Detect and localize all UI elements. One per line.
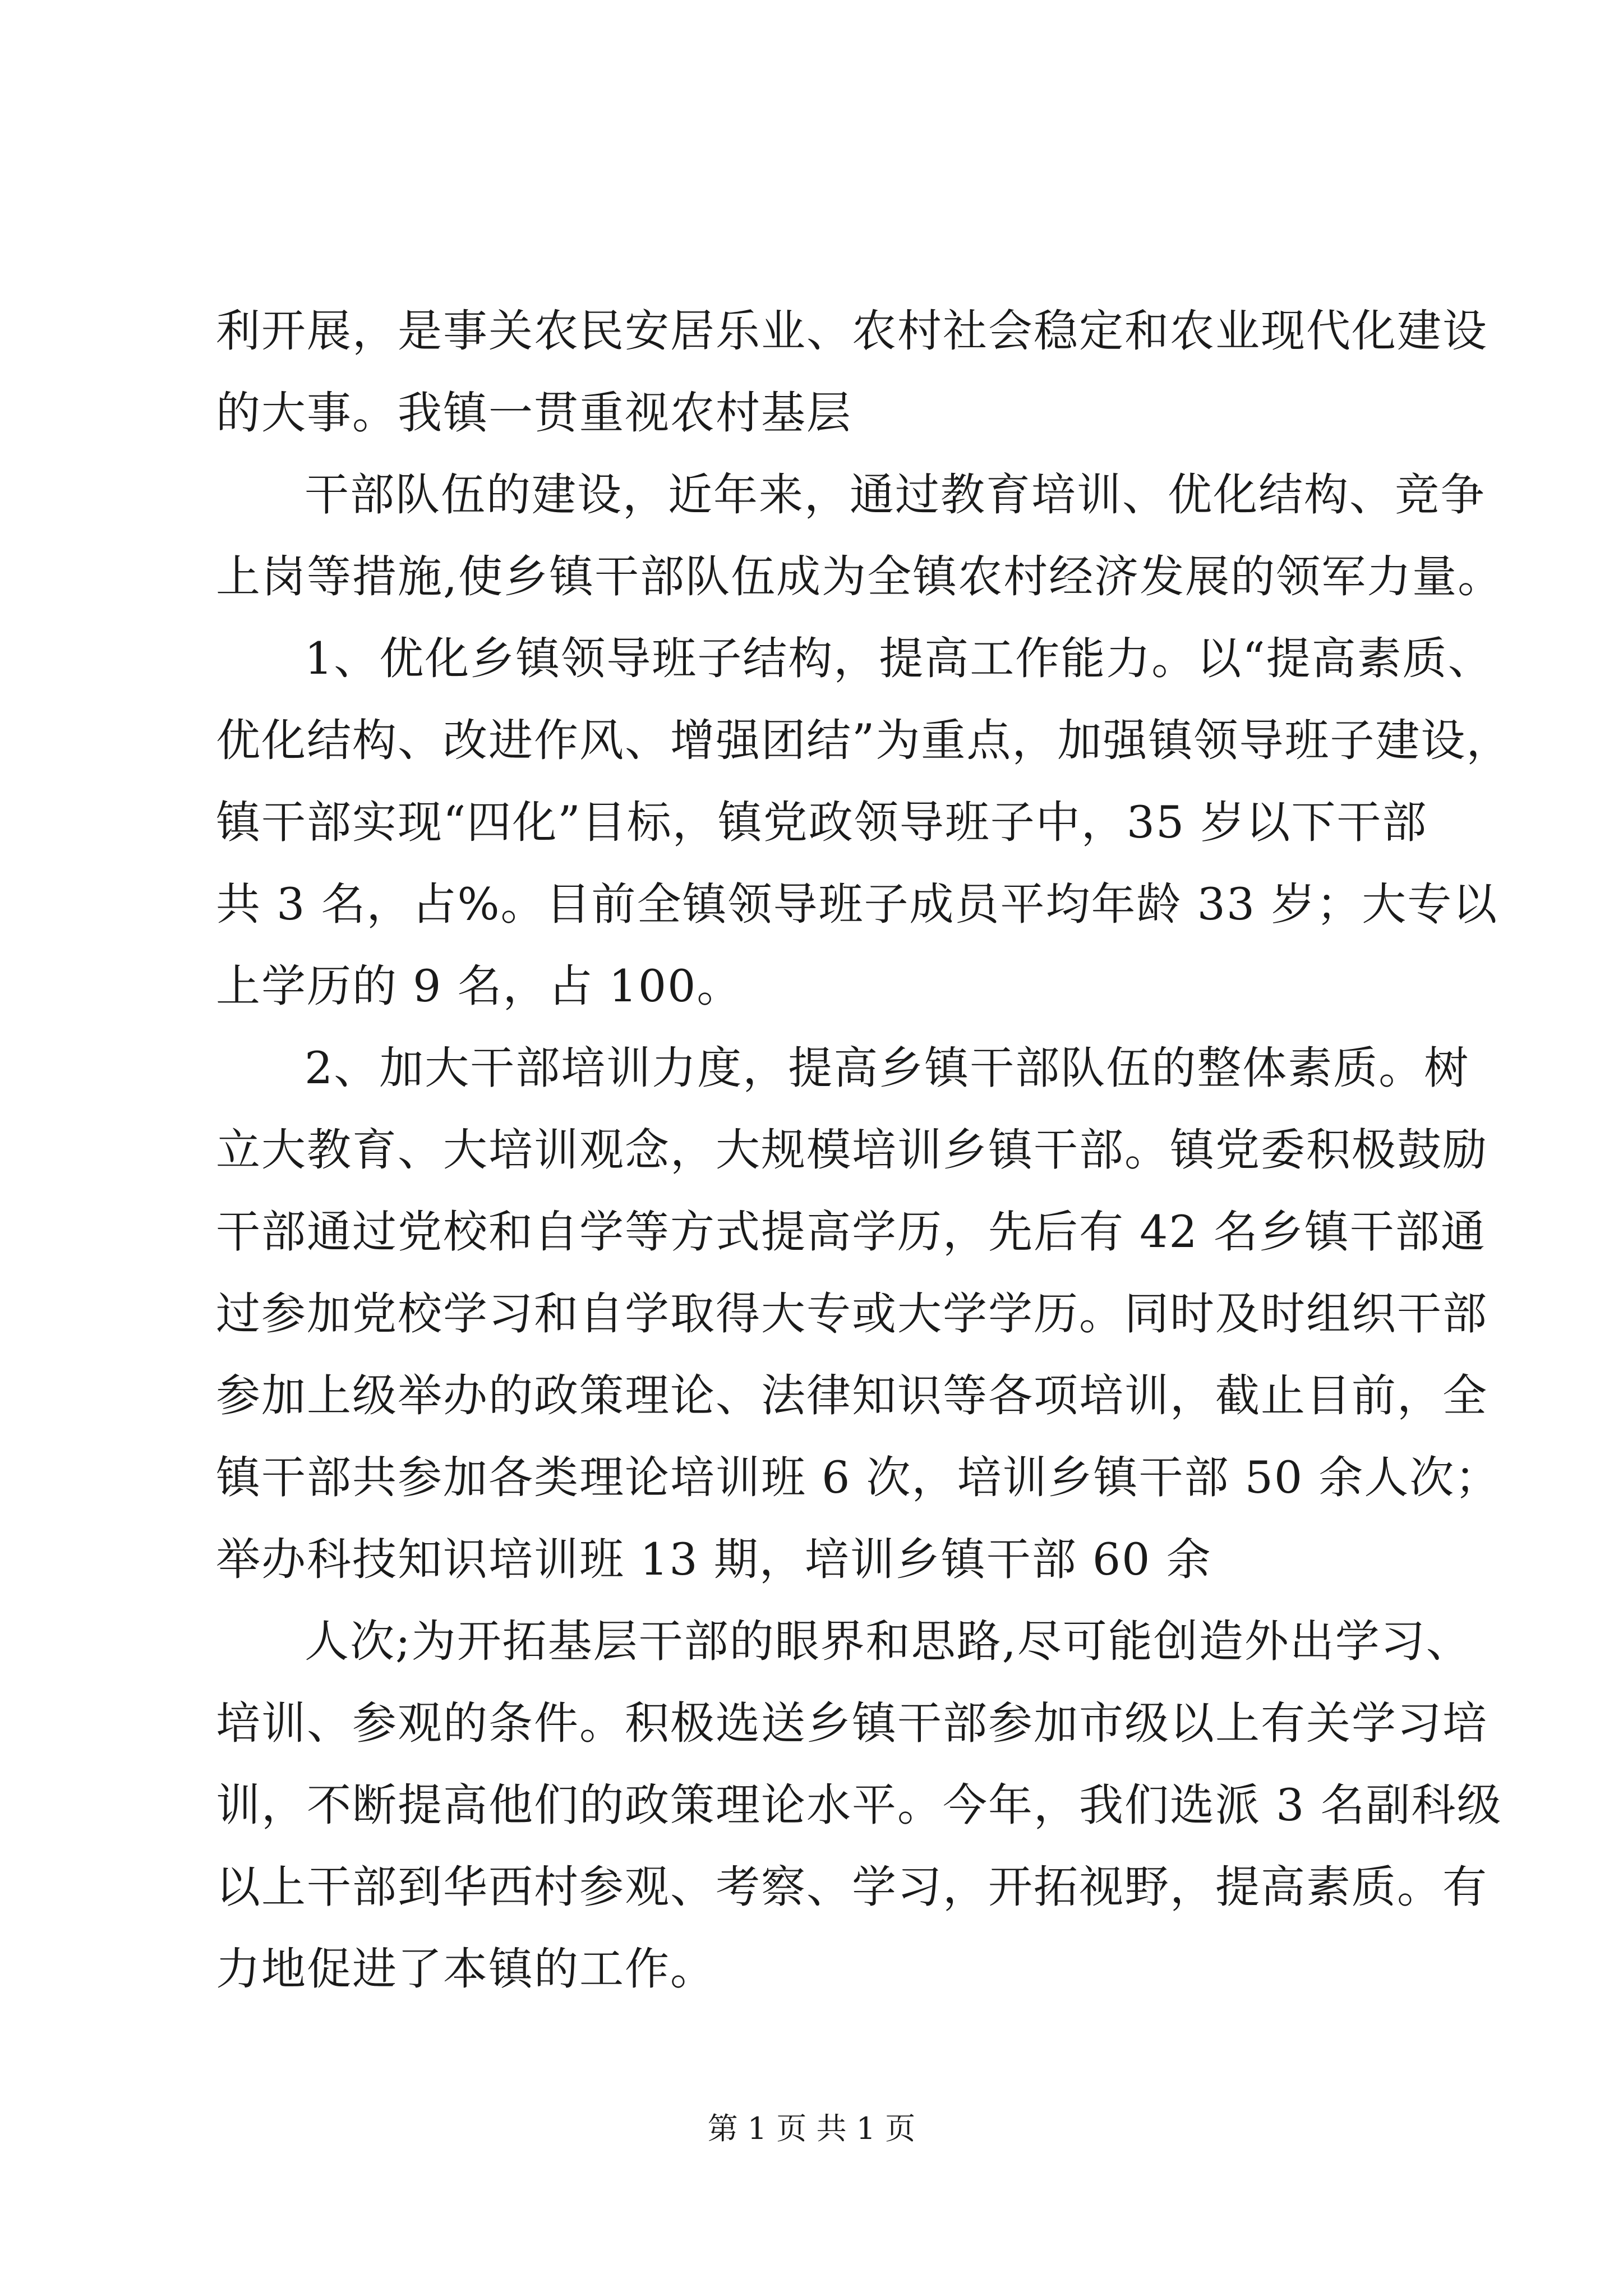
text-line: 镇干部实现“四化”目标，镇党政领导班子中，35 岁以下干部: [216, 797, 1428, 848]
text-line: 以上干部到华西村参观、考察、学习，开拓视野，提高素质。有: [216, 1861, 1488, 1913]
text-line: 力地促进了本镇的工作。: [216, 1943, 716, 1995]
text-line: 优化结构、改进作风、增强团结”为重点，加强镇领导班子建设，: [216, 715, 1512, 766]
text-line: 人次;为开拓基层干部的眼界和思路,尽可能创造外出学习、: [305, 1616, 1472, 1667]
text-line: 1、优化乡镇领导班子结构，提高工作能力。以“提高素质、: [305, 633, 1493, 684]
text-line: 共 3 名，占%。目前全镇领导班子成员平均年龄 33 岁；大专以: [216, 878, 1498, 930]
text-line: 参加上级举办的政策理论、法律知识等各项培训，截止目前，全: [216, 1370, 1488, 1421]
page-number-footer: 第 1 页 共 1 页: [707, 2111, 916, 2146]
text-line: 镇干部共参加各类理论培训班 6 次，培训乡镇干部 50 余人次；: [216, 1452, 1501, 1503]
text-line: 上学历的 9 名，占 100。: [216, 960, 743, 1012]
text-line: 立大教育、大培训观念，大规模培训乡镇干部。镇党委积极鼓励: [216, 1124, 1488, 1176]
document-body: [216, 303, 1512, 2023]
text-line: 干部通过党校和自学等方式提高学历，先后有 42 名乡镇干部通: [216, 1206, 1486, 1258]
text-line: 的大事。我镇一贯重视农村基层: [216, 387, 852, 439]
text-line: 2、加大干部培训力度，提高乡镇干部队伍的整体素质。树: [305, 1042, 1470, 1094]
text-line: 举办科技知识培训班 13 期，培训乡镇干部 60 余: [216, 1534, 1212, 1585]
text-line: 过参加党校学习和自学取得大专或大学学历。同时及时组织干部: [216, 1288, 1488, 1340]
text-line: 干部队伍的建设，近年来，通过教育培训、优化结构、竞争: [305, 469, 1486, 521]
text-line: 训，不断提高他们的政策理论水平。今年，我们选派 3 名副科级: [216, 1779, 1502, 1831]
text-line: 上岗等措施,使乡镇干部队伍成为全镇农村经济发展的领军力量。: [216, 551, 1504, 602]
text-line: 培训、参观的条件。积极选送乡镇干部参加市级以上有关学习培: [216, 1697, 1488, 1749]
text-line: 利开展，是事关农民安居乐业、农村社会稳定和农业现代化建设: [216, 305, 1488, 357]
